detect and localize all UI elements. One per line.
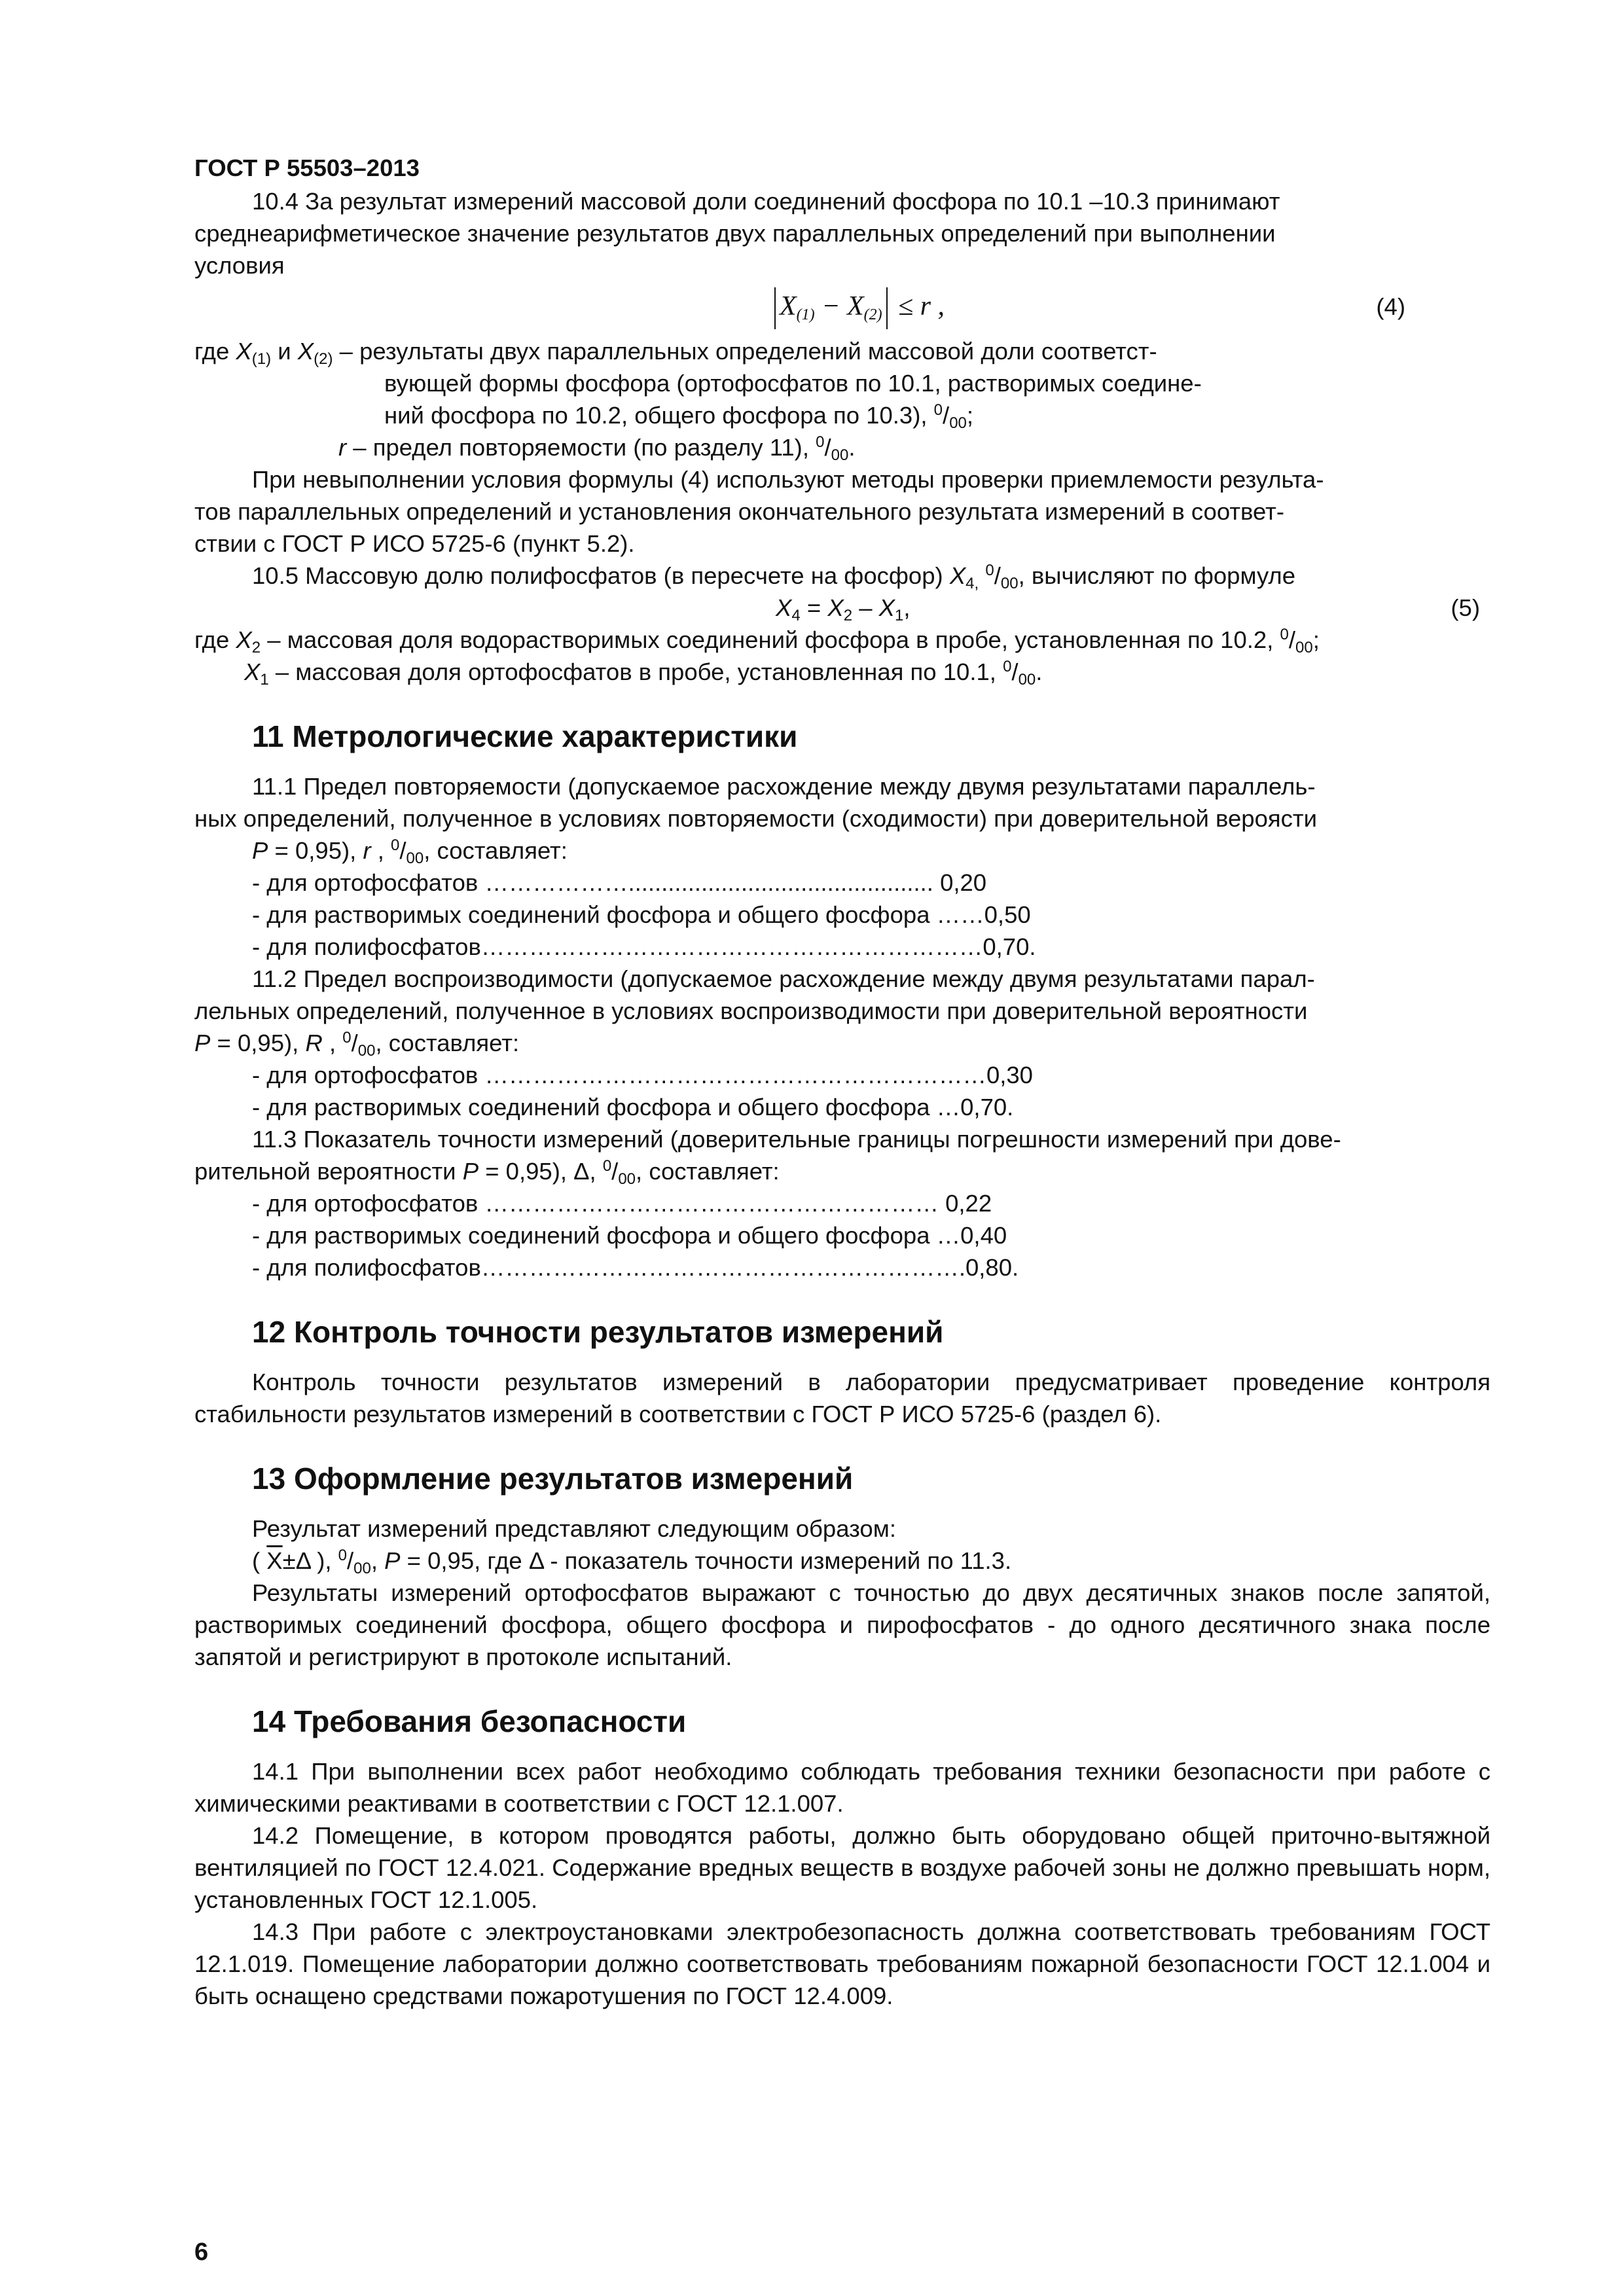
para-11-3-line1: 11.3 Показатель точности измерений (доверительные границы погрешности измерений при дове- [252, 1126, 1341, 1153]
fail-line3: ствии с ГОСТ Р ИСО 5725-6 (пункт 5.2). [194, 530, 635, 557]
where5-x1: $X_1$ – массовая доля ортофосфатов в пробе, установленная по 10.1, $^0/_{00}$. [244, 658, 1043, 689]
para-10-4-line2: среднеарифметическое значение результатов двух параллельных определений при выполнении [194, 220, 1276, 247]
para-14-3: 14.3 При работе с электроустановками электробезопасность должна соответствовать требованиям ГОСТ 12.1.019. Помещение лаборатории должно соответствовать требованиям пожарной безопасности ГОСТ 12.1.004 и быть оснащено средствами пожаротушения по ГОСТ 12.4.009. [194, 1918, 1490, 2009]
para-14-2: 14.2 Помещение, в котором проводятся работы, должно быть оборудовано общей приточно-вытяжной вентиляцией по ГОСТ 12.4.021. Содержание вредных веществ в воздухе рабочей зоны не должно превышать норм, установленных ГОСТ 12.1.005. [194, 1822, 1490, 1913]
where-r-line: r – предел повторяемости (по разделу 11), $^0/_{00}$. [338, 433, 856, 464]
abs-bar-left [774, 287, 776, 329]
para-11-1-line2: ных определений, полученное в условиях повторяемости (сходимости) при доверительной вероясти [194, 805, 1318, 832]
para-12: Контроль точности результатов измерений в лаборатории предусматривает проведение контроля стабильности результатов измерений в соответствии с ГОСТ Р ИСО 5725-6 (раздел 6). [194, 1369, 1490, 1427]
list-item: - для ортофосфатов ……………….............................................. 0,20 [252, 869, 987, 896]
list-item: - для полифосфатов…………………………………………………….0,80. [252, 1254, 1019, 1281]
fail-line1: При невыполнении условия формулы (4) используют методы проверки приемлемости результа- [252, 466, 1324, 493]
section-12-title: 12 Контроль точности результатов измерений [252, 1315, 944, 1349]
where-line2: вующей формы фосфора (ортофосфатов по 10.1, растворимых соедине- [384, 370, 1202, 397]
list-item: - для растворимых соединений фосфора и общего фосфора …0,70. [252, 1094, 1014, 1121]
list-item: - для ортофосфатов ………………………………………………… 0,22 [252, 1190, 992, 1217]
document-page [194, 152, 1490, 2012]
formula-5-number: (5) [1451, 594, 1480, 621]
list-item: - для растворимых соединений фосфора и общего фосфора …0,40 [252, 1222, 1007, 1249]
document-id: ГОСТ Р 55503–2013 [194, 154, 420, 181]
page-number: 6 [194, 2238, 209, 2266]
where-line3: ний фосфора по 10.2, общего фосфора по 10.3), $^0/_{00}$; [384, 401, 974, 432]
where5-x2: где $X_2$ – массовая доля водорастворимых соединений фосфора в пробе, установленная по 10.2, $^0/_{00}$; [194, 626, 1320, 656]
list-item: - для полифосфатов………………………………………………………0,70. [252, 933, 1036, 960]
para-11-2-line3: P = 0,95), R , $^0/_{00}$, составляет: [194, 1029, 520, 1060]
para-13-body: Результаты измерений ортофосфатов выражают с точностью до двух десятичных знаков после запятой, растворимых соединений фосфора, общего фосфора и пирофосфатов - до одного десятичного знака после запятой и регистрируют в протоколе испытаний. [194, 1579, 1490, 1670]
section-14-title: 14 Требования безопасности [252, 1704, 687, 1738]
para-11-2-line2: лельных определений, полученное в условиях воспроизводимости при доверительной вероятности [194, 997, 1308, 1024]
para-11-1-line1: 11.1 Предел повторяемости (допускаемое расхождение между двумя результатами параллель- [252, 773, 1316, 800]
para-14-1: 14.1 При выполнении всех работ необходимо соблюдать требования техники безопасности при работе с химическими реактивами в соответствии с ГОСТ 12.1.007. [194, 1758, 1490, 1817]
formula-4-number: (4) [1376, 293, 1405, 320]
formula-4 [194, 284, 1490, 334]
section-11-title: 11 Метрологические характеристики [252, 719, 798, 753]
list-item: - для ортофосфатов ………………………………………………………0,30 [252, 1062, 1033, 1088]
fail-line2: тов параллельных определений и установления окончательного результата измерений в соответ- [194, 498, 1284, 525]
list-item: - для растворимых соединений фосфора и общего фосфора ……0,50 [252, 901, 1031, 928]
section-13-title: 13 Оформление результатов измерений [252, 1462, 854, 1496]
formula-4-expression: $X_{(1)} - X_{(2)} \le r$ , [770, 287, 945, 329]
formula-5 [194, 592, 1490, 624]
where-line1: где $X_{(1)}$ и $X_{(2)}$ – результаты двух параллельных определений массовой доли соответст- [194, 338, 1157, 368]
formula-5-expression: $X_4 = X_2 - X_1$, [776, 594, 911, 624]
para-11-2-line1: 11.2 Предел воспроизводимости (допускаемое расхождение между двумя результатами парал- [252, 965, 1315, 992]
para-13-line1: Результат измерений представляют следующим образом: [252, 1515, 896, 1542]
para-11-1-line3: P = 0,95), r , $^0/_{00}$, составляет: [252, 836, 568, 867]
para-11-3-line2: рительной вероятности P = 0,95), Δ, $^0/_{00}$, составляет: [194, 1157, 780, 1188]
abs-bar-right [886, 287, 888, 329]
para-10-4-line3: условия [194, 252, 285, 279]
para-10-5: 10.5 Массовую долю полифосфатов (в пересчете на фосфор) $X_{4,}$ $^0/_{00}$, вычисляют по формуле [252, 562, 1296, 592]
para-10-4-line1: 10.4 За результат измерений массовой доли соединений фосфора по 10.1 –10.3 принимают [252, 188, 1280, 215]
para-13-line2: ( $\overline{X}\pm\Delta$ ), $^0/_{00}$, P = 0,95, где Δ - показатель точности измерений по 11.3. [252, 1547, 1012, 1577]
